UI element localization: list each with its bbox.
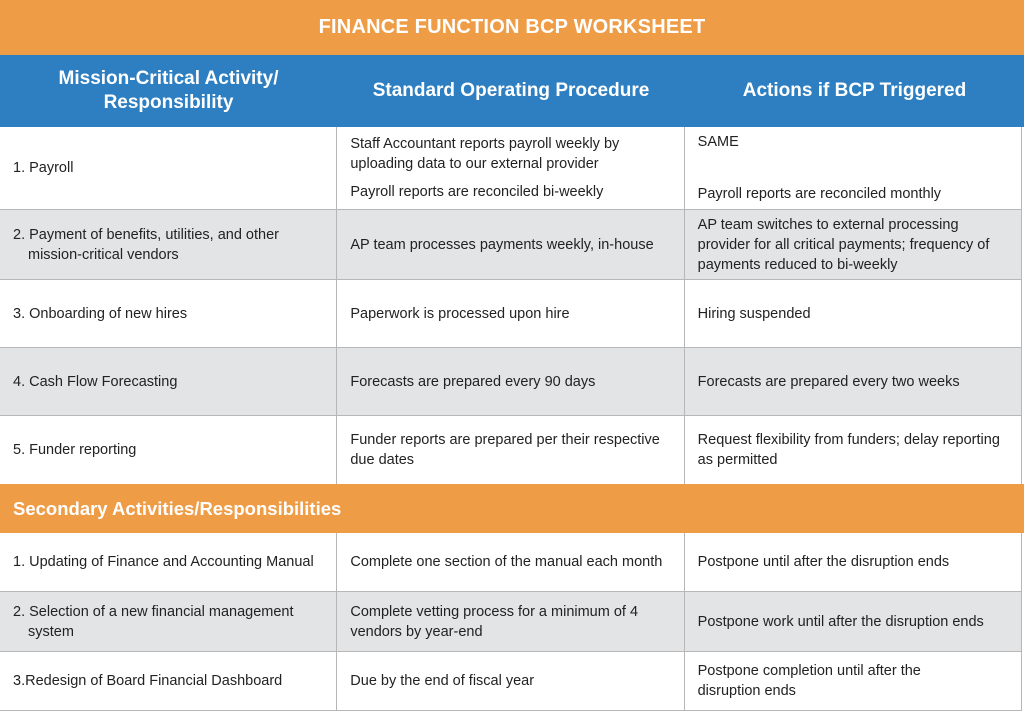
action-cell: Forecasts are prepared every two weeks: [684, 348, 1022, 415]
action-cell: Postpone completion until after the disruption ends: [684, 652, 1022, 710]
table-row: [0, 592, 1022, 652]
action-cell: Postpone until after the disruption ends: [684, 533, 1022, 591]
sop-cell: Complete one section of the manual each month: [336, 533, 683, 591]
action-cell: SAME Payroll reports are reconciled monthly: [684, 127, 1022, 209]
header-sop: Standard Operating Procedure: [372, 80, 650, 101]
table-row: [0, 533, 1022, 592]
sop-cell: Paperwork is processed upon hire: [336, 280, 683, 347]
header-actions: Actions if BCP Triggered: [742, 80, 967, 101]
activity-cell: 1. Payroll: [13, 160, 74, 176]
table-row: [0, 348, 1022, 416]
activity-cell: 5. Funder reporting: [13, 442, 137, 458]
action-cell: AP team switches to external processing provider for all critical payments; frequency of payments reduced to bi-weekly: [684, 210, 1022, 279]
activity-cell: 2. Selection of a new financial management system: [13, 603, 294, 640]
secondary-section-title: Secondary Activities/Responsibilities: [0, 484, 1024, 533]
sop-cell: Funder reports are prepared per their respective due dates: [336, 416, 683, 484]
column-header-row: [0, 55, 1024, 127]
action-cell: Request flexibility from funders; delay reporting as permitted: [684, 416, 1022, 484]
sop-cell: Due by the end of fiscal year: [336, 652, 683, 710]
action-cell: Hiring suspended: [684, 280, 1022, 347]
worksheet-title: FINANCE FUNCTION BCP WORKSHEET: [0, 0, 1024, 55]
table-row: [0, 127, 1022, 210]
action-cell: Postpone work until after the disruption ends: [684, 592, 1022, 651]
activity-cell: 2. Payment of benefits, utilities, and other mission-critical vendors: [13, 226, 279, 263]
table-row: [0, 280, 1022, 348]
sop-cell: Forecasts are prepared every 90 days: [336, 348, 683, 415]
table-row: [0, 210, 1022, 280]
table-row: [0, 416, 1022, 484]
activity-cell: 3. Onboarding of new hires: [13, 305, 188, 322]
sop-cell: AP team processes payments weekly, in-house: [336, 210, 683, 279]
header-activity: Mission-Critical Activity/ Responsibility: [58, 68, 279, 113]
sop-cell: Staff Accountant reports payroll weekly by uploading data to our external provider Payroll reports are reconciled bi-weekly: [336, 127, 683, 209]
activity-cell: 3.Redesign of Board Financial Dashboard: [13, 673, 283, 689]
sop-cell: Complete vetting process for a minimum of 4 vendors by year-end: [336, 592, 683, 651]
activity-cell: 4. Cash Flow Forecasting: [13, 373, 178, 390]
activity-cell: 1. Updating of Finance and Accounting Manual: [13, 554, 314, 570]
table-row: [0, 652, 1022, 711]
